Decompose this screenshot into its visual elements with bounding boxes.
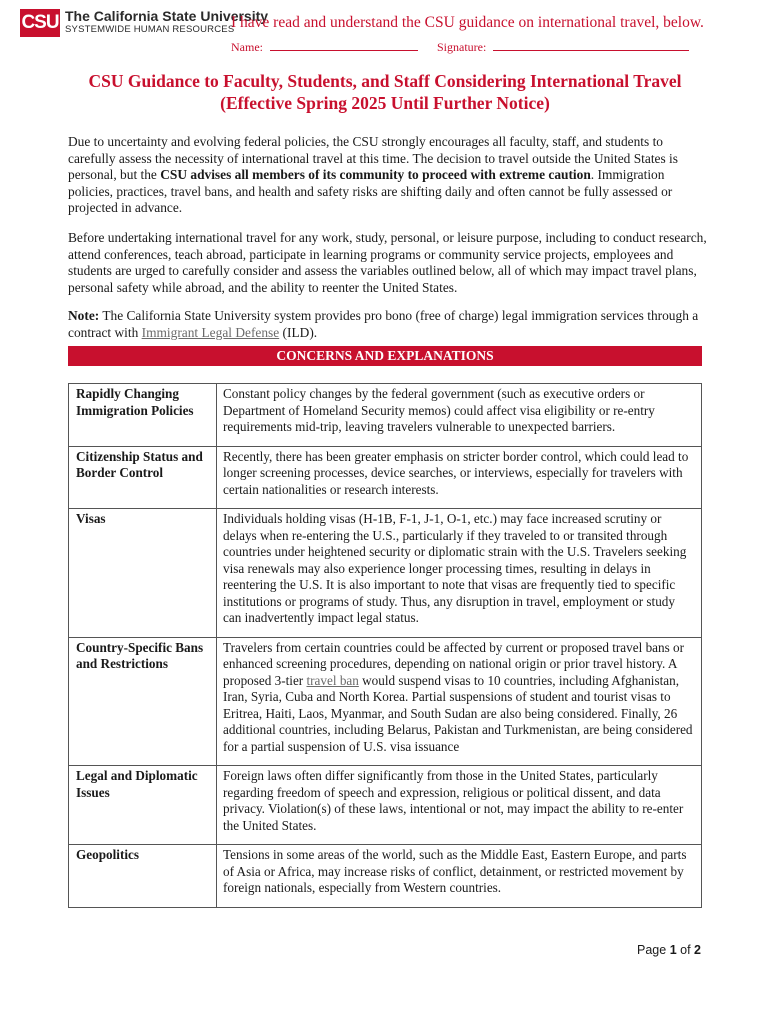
table-row (69, 384, 702, 447)
concern-explanation (217, 637, 702, 766)
title-line-2: (Effective Spring 2025 Until Further Notice) (220, 93, 550, 113)
table-row (69, 845, 702, 908)
signature-field[interactable] (493, 40, 689, 51)
table-row (69, 637, 702, 766)
concern-explanation: Individuals holding visas (H-1B, F-1, J-1, O-1, etc.) may face increased scrutiny or delays when re-entering the U.S., particularly if they traveled to or transited through countries under heightened security or diplomatic strain with the U.S. Travelers seeking visa renewals may also experience longer processing times, resulting in delays in reentering the U.S. It is also important to note that visas are frequently tied to specific institutions or programs of study. Thus, any disruption in travel, employment or study can inadvertently impact legal status. (217, 509, 702, 638)
concern-explanation: Recently, there has been greater emphasis on stricter border control, which could lead to longer screening processes, device searches, or interviews, especially for travelers with certain nationalities or research interests. (217, 446, 702, 509)
page-number (637, 943, 701, 957)
page-total: 2 (694, 943, 701, 957)
concern-label: Citizenship Status and Border Control (69, 446, 217, 509)
concerns-heading: CONCERNS AND EXPLANATIONS (68, 346, 702, 366)
page-current: 1 (669, 943, 677, 957)
intro-text-end: . Immigration policies, practices, travel bans, and health and safety risks are shifting daily and often cannot be fully assessed or projected in advance. (68, 167, 673, 215)
signature-line (231, 40, 689, 55)
intro-emphasis: CSU advises all members of its community to proceed with extreme caution (160, 167, 591, 182)
note-paragraph (68, 308, 708, 341)
note-text-end: (ILD). (279, 324, 318, 340)
name-field[interactable] (270, 40, 418, 51)
concern-explanation: Foreign laws often differ significantly from those in the United States, particularly regarding freedom of speech and expression, religious or political dissent, and data privacy. Violation(s) of these laws, intentional or not, may impact the ability to re-enter the United States. (217, 766, 702, 845)
logo-subtitle: SYSTEMWIDE HUMAN RESOURCES (65, 24, 235, 35)
concern-label: Geopolitics (69, 845, 217, 908)
table-row (69, 766, 702, 845)
intro-paragraph (68, 134, 708, 217)
concern-explanation: Constant policy changes by the federal government (such as executive orders or Department of Homeland Security memos) could affect visa eligibility or re-entry requirements mid-trip, leaving travelers vulnerable to unexpected barriers. (217, 384, 702, 447)
travel-ban-link[interactable]: travel ban (306, 672, 359, 688)
concern-label: Rapidly Changing Immigration Policies (69, 384, 217, 447)
of-word: of (680, 943, 691, 957)
table-row (69, 446, 702, 509)
concern-label: Visas (69, 509, 217, 638)
concern-label: Country-Specific Bans and Restrictions (69, 637, 217, 766)
signature-label: Signature: (437, 40, 487, 54)
note-text: The California State University system provides pro bono (free of charge) legal immigration services through a contract with (68, 308, 699, 340)
acknowledgement-statement: I have read and understand the CSU guidance on international travel, below. (231, 14, 704, 31)
explanation-text: Travelers from certain countries could be affected by current or proposed travel bans or enhanced screening procedures, depending on national origin or prior travel history. A proposed 3-tier (223, 639, 685, 688)
table-row (69, 509, 702, 638)
document-header (20, 9, 710, 53)
concern-explanation: Tensions in some areas of the world, such as the Middle East, Eastern Europe, and parts of Asia or Africa, may increase risks of conflict, detainment, or restricted movement by foreign nationals, especially from Western countries. (217, 845, 702, 908)
logo-title: The California State University (65, 8, 269, 24)
concerns-table (68, 383, 702, 908)
ild-link[interactable]: Immigrant Legal Defense (141, 324, 280, 340)
name-label: Name: (231, 40, 263, 54)
logo-mark: CSU (20, 9, 60, 37)
page-word: Page (637, 943, 667, 957)
concern-label: Legal and Diplomatic Issues (69, 766, 217, 845)
scope-paragraph: Before undertaking international travel for any work, study, personal, or leisure purpose, including to conduct research, attend conferences, teach abroad, participate in learning programs or community service projects, employees and students are urged to carefully consider and assess the variables outlined below, all of which may impact travel plans, personal safety while abroad, and the ability to reenter the United States. (68, 230, 707, 295)
explanation-text-end: would suspend visas to 10 countries, including Afghanistan, Iran, Syria, Cuba and North Korea. Partial suspensions of student and tourist visas to Eritrea, Haiti, Laos, Myanmar, and South Sudan are also being considered. Finally, 26 additional countries, including Belarus, Pakistan and Turkmenistan, are being considered for a partial suspension of U.S. visa issuance (223, 672, 693, 754)
intro-text: Due to uncertainty and evolving federal policies, the CSU strongly encourages all faculty, staff, and students to carefully assess the necessity of international travel at this time. The decision to travel outside the United States is personal, but the (68, 134, 678, 182)
title-line-1: CSU Guidance to Faculty, Students, and Staff Considering International Travel (88, 71, 682, 91)
note-label: Note: (68, 308, 100, 323)
document-title (40, 70, 730, 114)
